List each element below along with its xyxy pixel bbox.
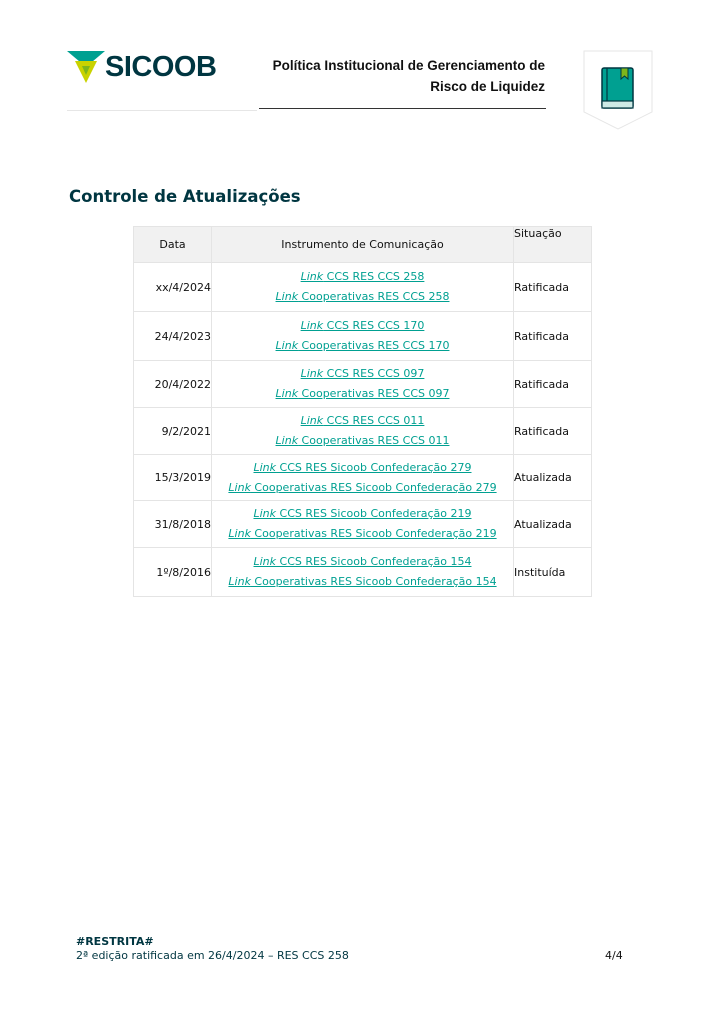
link-label: CCS RES CCS 170 bbox=[323, 319, 425, 332]
link-label: CCS RES Sicoob Confederação 154 bbox=[276, 555, 472, 568]
cooperativas-link[interactable] bbox=[212, 572, 513, 592]
link-prefix: Link bbox=[253, 555, 277, 568]
link-prefix: Link bbox=[253, 507, 277, 520]
ccs-link[interactable] bbox=[212, 504, 513, 524]
table-row bbox=[134, 263, 592, 312]
column-header-date: Data bbox=[134, 227, 212, 263]
link-prefix: Link bbox=[275, 387, 299, 400]
link-label: CCS RES CCS 258 bbox=[323, 270, 425, 283]
table-row bbox=[134, 548, 592, 597]
cooperativas-link[interactable] bbox=[212, 524, 513, 544]
row-instrument bbox=[212, 263, 514, 312]
column-header-status: Situação bbox=[514, 227, 592, 263]
column-header-instrument: Instrumento de Comunicação bbox=[212, 227, 514, 263]
row-instrument bbox=[212, 501, 514, 548]
sicoob-logo bbox=[67, 49, 227, 85]
table-row bbox=[134, 361, 592, 408]
cooperativas-link[interactable] bbox=[212, 287, 513, 307]
document-title-line2: Risco de Liquidez bbox=[430, 79, 545, 94]
link-prefix: Link bbox=[300, 270, 324, 283]
row-instrument bbox=[212, 548, 514, 597]
document-title bbox=[259, 55, 545, 97]
link-prefix: Link bbox=[300, 319, 324, 332]
document-title-line1: Política Institucional de Gerenciamento de bbox=[272, 58, 545, 73]
section-title: Controle de Atualizações bbox=[69, 187, 301, 206]
ccs-link[interactable] bbox=[212, 267, 513, 287]
page-number: 4/4 bbox=[605, 949, 623, 962]
row-date: 31/8/2018 bbox=[134, 501, 212, 548]
ccs-link[interactable] bbox=[212, 552, 513, 572]
ccs-link[interactable] bbox=[212, 364, 513, 384]
link-label: Cooperativas RES Sicoob Confederação 154 bbox=[250, 575, 497, 588]
link-label: Cooperativas RES CCS 011 bbox=[298, 434, 450, 447]
title-divider bbox=[259, 108, 546, 109]
row-status: Ratificada bbox=[514, 408, 592, 455]
row-status: Instituída bbox=[514, 548, 592, 597]
row-instrument bbox=[212, 408, 514, 455]
row-status: Ratificada bbox=[514, 263, 592, 312]
link-label: CCS RES CCS 011 bbox=[323, 414, 425, 427]
row-status: Ratificada bbox=[514, 312, 592, 361]
sicoob-logo-mark-icon bbox=[67, 49, 105, 85]
cooperativas-link[interactable] bbox=[212, 384, 513, 404]
link-label: CCS RES Sicoob Confederação 279 bbox=[276, 460, 472, 474]
brand-name: SICOOB bbox=[105, 51, 217, 83]
link-prefix: Link bbox=[253, 460, 277, 474]
ccs-link[interactable] bbox=[212, 458, 513, 478]
ccs-link[interactable] bbox=[212, 316, 513, 336]
ccs-link[interactable] bbox=[212, 411, 513, 431]
row-instrument bbox=[212, 361, 514, 408]
row-date: 9/2/2021 bbox=[134, 408, 212, 455]
link-prefix: Link bbox=[228, 480, 251, 494]
table-row bbox=[134, 455, 592, 501]
row-status: Atualizada bbox=[514, 455, 592, 501]
classification-tag: #RESTRITA# bbox=[76, 935, 154, 948]
cooperativas-link[interactable] bbox=[212, 431, 513, 451]
table-row bbox=[134, 501, 592, 548]
row-date: 24/4/2023 bbox=[134, 312, 212, 361]
link-label: CCS RES CCS 097 bbox=[323, 367, 425, 380]
table-row bbox=[134, 312, 592, 361]
link-prefix: Link bbox=[228, 527, 251, 540]
updates-table bbox=[133, 226, 592, 597]
logo-divider bbox=[67, 110, 257, 111]
link-label: Cooperativas RES CCS 170 bbox=[298, 339, 450, 352]
row-date: 20/4/2022 bbox=[134, 361, 212, 408]
edition-note: 2ª edição ratificada em 26/4/2024 – RES CCS 258 bbox=[76, 949, 349, 962]
cooperativas-link[interactable] bbox=[212, 478, 513, 498]
policy-badge bbox=[583, 50, 653, 130]
row-date: xx/4/2024 bbox=[134, 263, 212, 312]
link-label: Cooperativas RES Sicoob Confederação 279 bbox=[250, 480, 497, 494]
link-label: Cooperativas RES CCS 097 bbox=[298, 387, 450, 400]
link-label: Cooperativas RES Sicoob Confederação 219 bbox=[250, 527, 497, 540]
link-prefix: Link bbox=[228, 575, 251, 588]
table-header-row bbox=[134, 227, 592, 263]
book-icon bbox=[583, 50, 653, 130]
link-prefix: Link bbox=[300, 367, 324, 380]
link-prefix: Link bbox=[275, 290, 299, 303]
link-label: CCS RES Sicoob Confederação 219 bbox=[276, 507, 472, 520]
row-date: 1º/8/2016 bbox=[134, 548, 212, 597]
cooperativas-link[interactable] bbox=[212, 336, 513, 356]
link-prefix: Link bbox=[300, 414, 324, 427]
row-date: 15/3/2019 bbox=[134, 455, 212, 501]
table-row bbox=[134, 408, 592, 455]
row-instrument bbox=[212, 312, 514, 361]
link-prefix: Link bbox=[275, 434, 299, 447]
row-instrument bbox=[212, 455, 514, 501]
link-prefix: Link bbox=[275, 339, 299, 352]
row-status: Atualizada bbox=[514, 501, 592, 548]
link-label: Cooperativas RES CCS 258 bbox=[298, 290, 450, 303]
row-status: Ratificada bbox=[514, 361, 592, 408]
